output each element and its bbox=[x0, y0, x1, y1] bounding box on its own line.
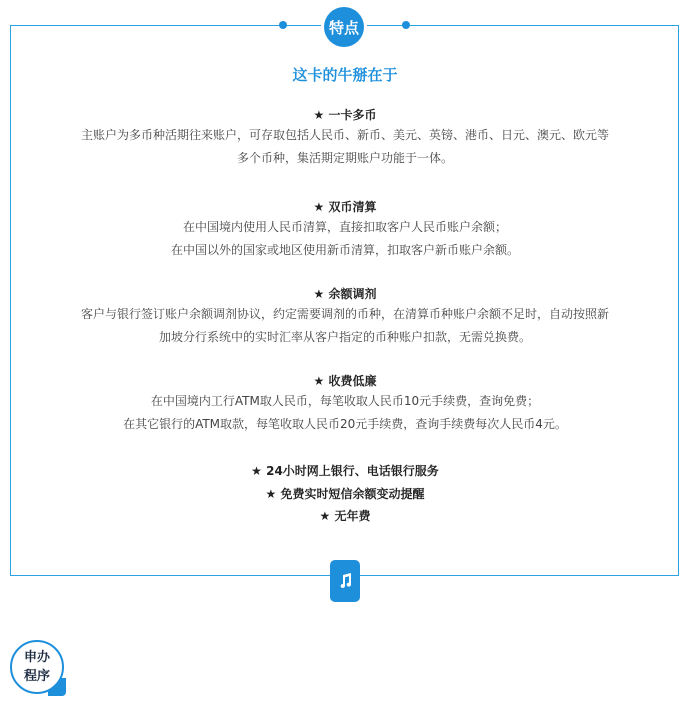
right-dot bbox=[402, 21, 410, 29]
section-line: 在中国境内使用人民币清算，直接扣取客户人民币账户余额； bbox=[182, 220, 507, 234]
section-title: ★ 余额调剂 bbox=[313, 287, 377, 301]
apply-line-2: 程序 bbox=[23, 669, 50, 684]
section-title: ★ 双币清算 bbox=[313, 200, 377, 214]
apply-process-label bbox=[10, 648, 64, 686]
section-multi-currency bbox=[10, 106, 680, 170]
section-dual-settlement bbox=[10, 198, 680, 262]
bullet-no-annual-fee: ★ 无年费 bbox=[319, 509, 371, 523]
section-line: 客户与银行签订账户余额调剂协议，约定需要调剂的币种，在清算币种账户余额不足时，自动按照新 bbox=[80, 307, 609, 321]
section-title: ★ 一卡多币 bbox=[313, 108, 377, 122]
left-dot bbox=[279, 21, 287, 29]
section-line: 加坡分行系统中的实时汇率从客户指定的币种账户扣款，无需兑换费。 bbox=[158, 330, 531, 344]
bullet-online-banking: ★ 24小时网上银行、电话银行服务 bbox=[251, 464, 439, 478]
apply-line-1: 申办 bbox=[23, 650, 50, 665]
section-low-fees bbox=[10, 372, 680, 436]
music-button[interactable] bbox=[330, 560, 360, 602]
section-title: ★ 收费低廉 bbox=[313, 374, 377, 388]
headline: 这卡的牛掰在于 bbox=[292, 66, 398, 84]
music-note-icon bbox=[338, 573, 352, 589]
features-badge bbox=[324, 7, 364, 47]
apply-process-badge[interactable] bbox=[10, 640, 66, 696]
bullet-sms-alert: ★ 免费实时短信余额变动提醒 bbox=[265, 487, 425, 501]
section-balance-adjust bbox=[10, 285, 680, 349]
extra-bullets bbox=[10, 460, 680, 526]
section-line: 主账户为多币种活期往来账户，可存取包括人民币、新币、美元、英镑、港币、日元、澳元、欧元等 bbox=[80, 128, 609, 142]
features-badge-label: 特点 bbox=[328, 18, 359, 37]
section-line: 在中国境内工行ATM取人民币，每笔收取人民币10元手续费，查询免费； bbox=[150, 394, 540, 408]
section-line: 在中国以外的国家或地区使用新币清算，扣取客户新币账户余额。 bbox=[170, 243, 519, 257]
section-line: 多个币种，集活期定期账户功能于一体。 bbox=[236, 151, 453, 165]
section-line: 在其它银行的ATM取款，每笔收取人民币20元手续费，查询手续费每次人民币4元。 bbox=[123, 417, 567, 431]
